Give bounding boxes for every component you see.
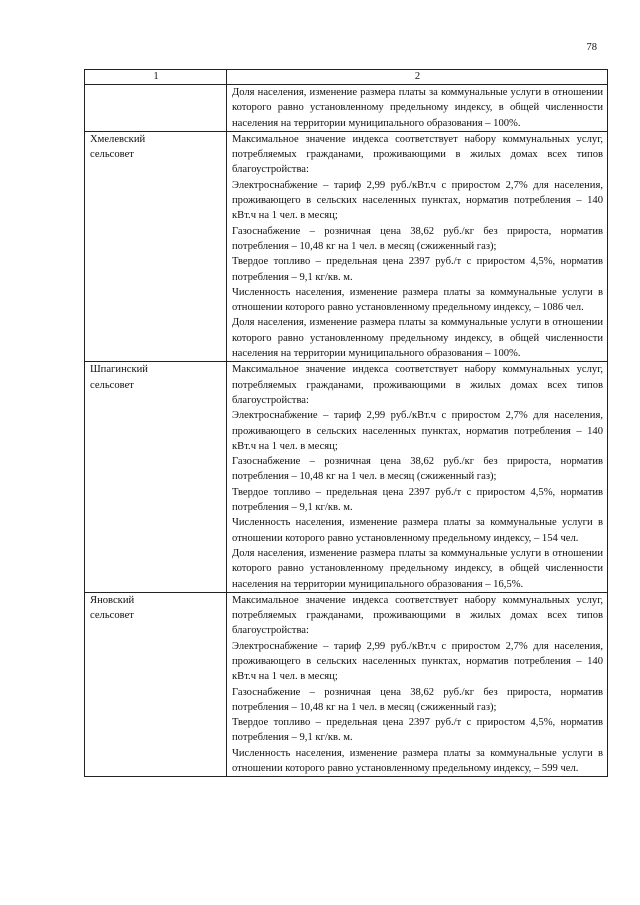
description-paragraph: Максимальное значение индекса соответствует набору коммунальных услуг, потребляемых гражданами, проживающими в жилых домах всех типов благоустройства: bbox=[232, 364, 603, 406]
description-cell bbox=[227, 592, 608, 777]
municipality-name: Хмелевский bbox=[90, 133, 146, 145]
tariff-table bbox=[84, 69, 608, 777]
description-paragraph: Газоснабжение – розничная цена 38,62 руб./кг без прироста, норматив потребления – 10,48 кг на 1 чел. в месяц (сжиженный газ); bbox=[232, 686, 603, 713]
description-paragraph: Максимальное значение индекса соответствует набору коммунальных услуг, потребляемых гражданами, проживающими в жилых домах всех типов благоустройства: bbox=[232, 594, 603, 637]
table-body bbox=[85, 85, 608, 777]
description-paragraph: Газоснабжение – розничная цена 38,62 руб./кг без прироста, норматив потребления – 10,48 кг на 1 чел. в месяц (сжиженный газ); bbox=[232, 225, 603, 252]
table-header-row bbox=[85, 70, 608, 85]
table-row bbox=[85, 131, 608, 361]
description-cell bbox=[227, 131, 608, 361]
description-paragraph: Твердое топливо – предельная цена 2397 руб./т с приростом 4,5%, норматив потребления – 9,1 кг/кв. м. bbox=[232, 717, 603, 744]
description-paragraph: Численность населения, изменение размера платы за коммунальные услуги в отношении которого равно установленному предельному индексу, – 154 чел. bbox=[232, 517, 603, 544]
column-header-1: 1 bbox=[85, 70, 227, 85]
municipality-cell bbox=[85, 85, 227, 132]
description-paragraph: Электроснабжение – тариф 2,99 руб./кВт.ч с приростом 2,7% для населения, проживающего в сельских населенных пунктах, норматив потребления – 140 кВт.ч на 1 чел. в месяц; bbox=[232, 179, 603, 222]
description-paragraph: Твердое топливо – предельная цена 2397 руб./т с приростом 4,5%, норматив потребления – 9,1 кг/кв. м. bbox=[232, 486, 603, 514]
municipality-cell bbox=[85, 362, 227, 592]
description-paragraph: Газоснабжение – розничная цена 38,62 руб./кг без прироста, норматив потребления – 10,48 кг на 1 чел. в месяц (сжиженный газ); bbox=[232, 456, 603, 483]
description-paragraph: Численность населения, изменение размера платы за коммунальные услуги в отношении которого равно установленному предельному индексу, – 599 чел. bbox=[232, 747, 603, 775]
municipality-name: сельсовет bbox=[90, 149, 134, 161]
description-paragraph: Твердое топливо – предельная цена 2397 руб./т с приростом 4,5%, норматив потребления – 9,1 кг/кв. м. bbox=[232, 256, 603, 283]
description-paragraph: Электроснабжение – тариф 2,99 руб./кВт.ч с приростом 2,7% для населения, проживающего в сельских населенных пунктах, норматив потребления – 140 кВт.ч на 1 чел. в месяц; bbox=[232, 410, 603, 452]
column-header-2: 2 bbox=[227, 70, 608, 85]
description-paragraph: Электроснабжение – тариф 2,99 руб./кВт.ч с приростом 2,7% для населения, проживающего в сельских населенных пунктах, норматив потребления – 140 кВт.ч на 1 чел. в месяц; bbox=[232, 640, 603, 683]
description-paragraph: Доля населения, изменение размера платы за коммунальные услуги в отношении которого равно установленному предельному индексу, в общей численности населения на территории муниципального образования – 16,5%. bbox=[232, 547, 603, 590]
description-cell bbox=[227, 85, 608, 132]
municipality-name: сельсовет bbox=[90, 610, 134, 622]
municipality-name: Шпагинский bbox=[90, 364, 148, 376]
table-row bbox=[85, 592, 608, 777]
description-paragraph: Максимальное значение индекса соответствует набору коммунальных услуг, потребляемых гражданами, проживающими в жилых домах всех типов благоустройства: bbox=[232, 133, 603, 176]
table-row bbox=[85, 362, 608, 592]
municipality-cell bbox=[85, 592, 227, 777]
table-row bbox=[85, 85, 608, 132]
municipality-name: Яновский bbox=[90, 594, 135, 606]
description-paragraph: Доля населения, изменение размера платы за коммунальные услуги в отношении которого равно установленному предельному индексу, в общей численности населения на территории муниципального образования – 100%. bbox=[232, 317, 603, 360]
municipality-name: сельсовет bbox=[90, 379, 134, 391]
page-number: 78 bbox=[586, 42, 597, 53]
description-cell bbox=[227, 362, 608, 592]
municipality-cell bbox=[85, 131, 227, 361]
description-paragraph: Доля населения, изменение размера платы за коммунальные услуги в отношении которого равно установленному предельному индексу, в общей численности населения на территории муниципального образования – 100%. bbox=[232, 87, 603, 129]
description-paragraph: Численность населения, изменение размера платы за коммунальные услуги в отношении которого равно установленному предельному индексу, – 1086 чел. bbox=[232, 286, 603, 314]
